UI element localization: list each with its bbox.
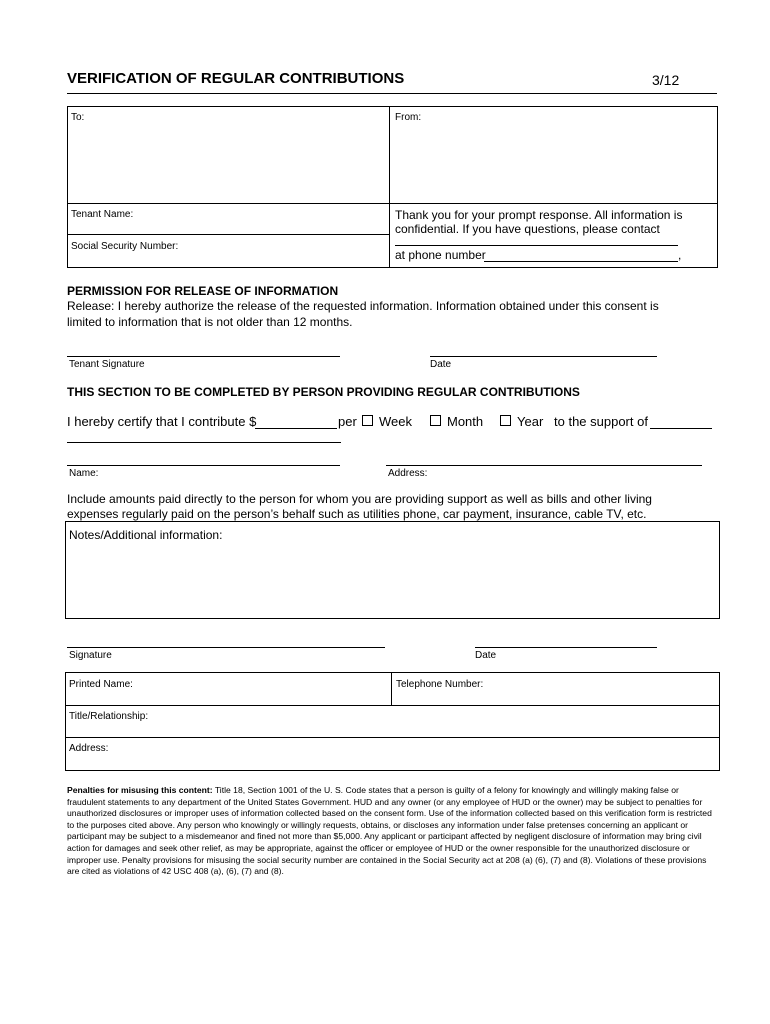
year-label: Year [517, 414, 544, 429]
thanks-line-2: confidential. If you have questions, please contact [395, 222, 660, 236]
permission-text-line-2: limited to information that is not older than 12 months. [67, 315, 353, 329]
support-of-continuation-line[interactable] [67, 442, 341, 443]
contributor-address-label: Address: [388, 468, 428, 479]
contribution-amount-line[interactable] [255, 428, 337, 429]
ssn-field[interactable] [190, 237, 388, 266]
to-bottom-rule [67, 203, 390, 204]
week-checkbox[interactable] [362, 415, 373, 426]
contributor-date-label: Date [475, 650, 497, 661]
tenant-bottom-rule [67, 234, 390, 235]
form-version: 3/12 [652, 72, 680, 88]
notes-label: Notes/Additional information: [69, 528, 223, 542]
from-field[interactable] [391, 124, 716, 202]
title-relationship-field[interactable] [160, 708, 716, 735]
month-checkbox[interactable] [430, 415, 441, 426]
to-label: To: [71, 112, 85, 123]
month-label: Month [447, 414, 484, 429]
bottom-address-field[interactable] [120, 740, 716, 768]
form-title: VERIFICATION OF REGULAR CONTRIBUTIONS [67, 70, 405, 87]
certify-prefix: I hereby certify that I contribute $ [67, 414, 257, 429]
to-field[interactable] [68, 124, 388, 202]
thanks-line-1: Thank you for your prompt response. All information is [395, 208, 683, 222]
printed-name-bottom-rule [65, 705, 720, 706]
tenant-name-field[interactable] [150, 206, 388, 232]
from-label: From: [395, 112, 422, 123]
printed-name-field[interactable] [140, 675, 388, 703]
title-rule [67, 93, 717, 94]
contributor-address-line[interactable] [386, 465, 702, 466]
contributor-signature-label: Signature [69, 650, 112, 661]
per-label: per [338, 414, 357, 429]
recipient-box-divider [389, 106, 390, 268]
contributor-date-line[interactable] [475, 647, 657, 648]
title-relationship-label: Title/Relationship: [69, 711, 149, 722]
phone-number-line[interactable] [484, 261, 678, 262]
support-label: to the support of [554, 414, 648, 429]
contact-name-line[interactable] [395, 245, 678, 246]
penalties-paragraph [67, 785, 717, 878]
phone-trailing-comma: , [678, 248, 682, 262]
contributor-info-divider [391, 672, 392, 705]
contributor-signature-line[interactable] [67, 647, 385, 648]
include-text-line-1: Include amounts paid directly to the person for whom you are providing support as well as bills and other living [67, 492, 652, 506]
include-text-line-2: expenses regularly paid on the person’s behalf such as utilities phone, car payment, insurance, cable TV, etc. [67, 507, 647, 521]
penalties-heading: Penalties for misusing this content: [67, 785, 213, 795]
year-checkbox[interactable] [500, 415, 511, 426]
contributor-heading: THIS SECTION TO BE COMPLETED BY PERSON PROVIDING REGULAR CONTRIBUTIONS [67, 385, 580, 399]
tenant-name-label: Tenant Name: [71, 209, 134, 220]
contributor-name-label: Name: [69, 468, 99, 479]
permission-heading: PERMISSION FOR RELEASE OF INFORMATION [67, 284, 339, 298]
telephone-field[interactable] [490, 675, 716, 703]
tenant-signature-line[interactable] [67, 356, 340, 357]
title-bottom-rule [65, 737, 720, 738]
penalties-text: Title 18, Section 1001 of the U. S. Code states that a person is guilty of a felony for knowingly and willingly making false or fraudulent statements to any department of the United States Government. HUD and any owner (or any employee of HUD or the owner) may be subject to penalties for unauthorized disclosures or improper uses of information collected based on the consent form. Use of the information collected based on this verification form is restricted to the purposes cited above. Any person who knowingly or willingly requests, obtains, or discloses any information under false pretenses concerning an applicant or participant may be subject to a misdemeanor and fined not more than $5,000. Any applicant or participant affected by negligent disclosure of information may bring civil action for damages and seek other relief, as may be appropriate, against the officer or employee of HUD or the owner responsible for the unauthorized disclosure or improper use. Penalty provisions for misusing the social security number are contained in the Social Security act at 208 (a) (6), (7) and (8). Violations of these provisions are cited as violations of 42 USC 408 (a), (6), (7) and (8). [67, 785, 712, 877]
tenant-date-line[interactable] [430, 356, 657, 357]
contributor-name-line[interactable] [67, 465, 340, 466]
week-label: Week [379, 414, 412, 429]
permission-text-line-1: Release: I hereby authorize the release of the requested information. Information obtained under this consent is [67, 299, 659, 313]
ssn-label: Social Security Number: [71, 241, 179, 252]
tenant-signature-label: Tenant Signature [69, 359, 145, 370]
tenant-date-label: Date [430, 359, 452, 370]
printed-name-label: Printed Name: [69, 679, 133, 690]
phone-label: at phone number [395, 248, 486, 262]
support-of-line[interactable] [650, 428, 712, 429]
bottom-address-label: Address: [69, 743, 109, 754]
from-bottom-rule [389, 203, 718, 204]
telephone-label: Telephone Number: [396, 679, 484, 690]
